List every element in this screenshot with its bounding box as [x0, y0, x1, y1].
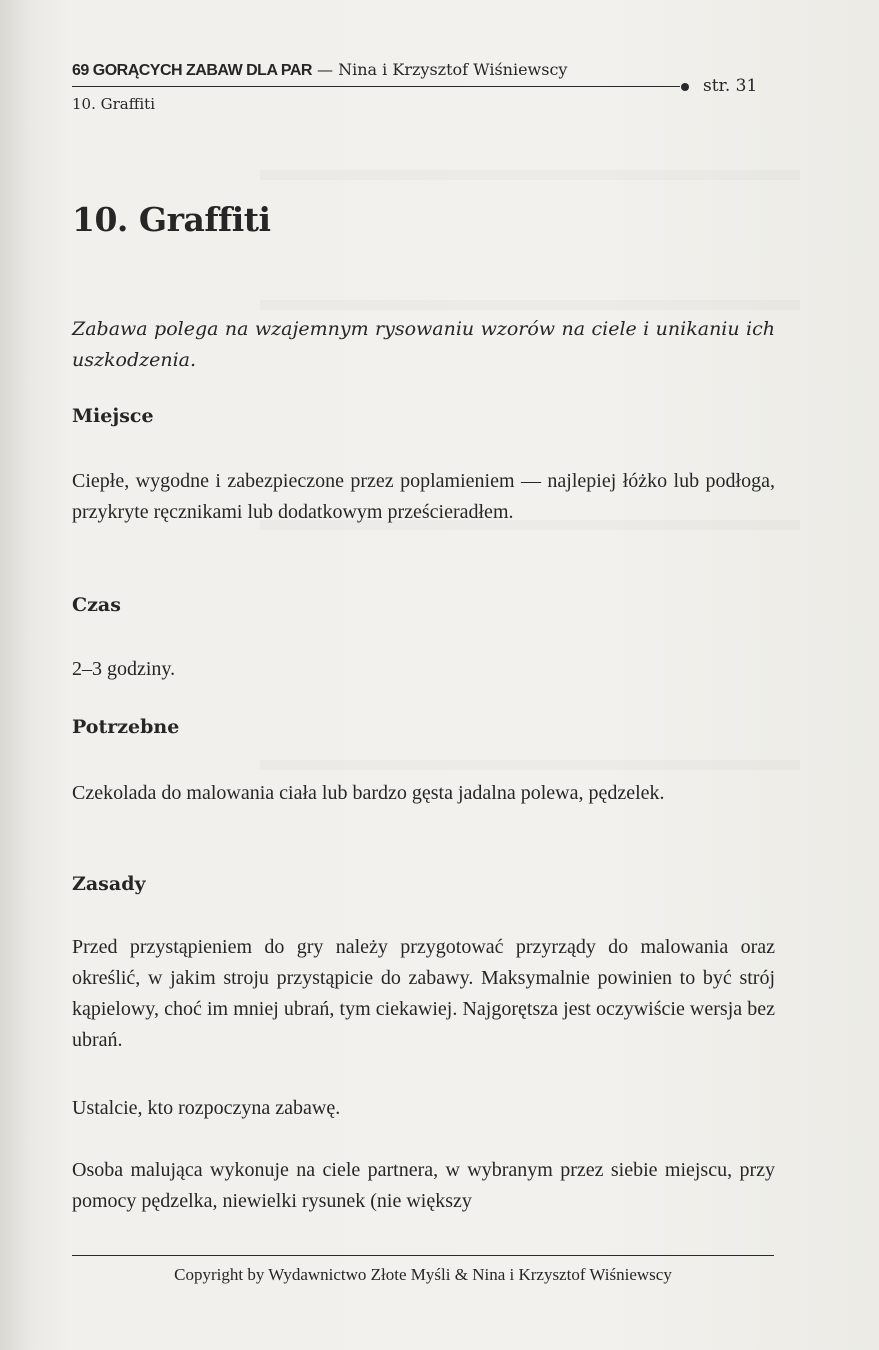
- header-chapter-ref: 10. Graffiti: [72, 95, 155, 113]
- show-through-shadow: [260, 300, 800, 310]
- footer-rule: [72, 1255, 774, 1256]
- footer-copyright: Copyright by Wydawnictwo Złote Myśli & Nina i Krzysztof Wiśniewscy: [174, 1265, 672, 1284]
- header-book-title: 69 GORĄCYCH ZABAW DLA PAR: [72, 62, 312, 79]
- section-text-zasady-2: Ustalcie, kto rozpoczyna zabawę.: [72, 1097, 341, 1119]
- section-heading-miejsce: Miejsce: [72, 405, 154, 427]
- header-rule: [72, 86, 680, 87]
- header-bullet-icon: [681, 83, 689, 91]
- section-text-potrzebne: Czekolada do malowania ciała lub bardzo gęsta jadalna polewa, pędzelek.: [72, 782, 665, 804]
- show-through-shadow: [260, 760, 800, 770]
- section-text-miejsce: Ciepłe, wygodne i zabezpieczone przez poplamieniem — najlepiej łóżko lub podłoga, przykryte ręcznikami lub dodatkowym prześcieradłem.: [72, 470, 775, 523]
- header-authors: Nina i Krzysztof Wiśniewscy: [338, 60, 568, 79]
- section-heading-zasady: Zasady: [72, 873, 146, 895]
- page-number: str. 31: [703, 76, 758, 96]
- show-through-shadow: [260, 170, 800, 180]
- chapter-title: 10. Graffiti: [72, 200, 271, 239]
- section-heading-potrzebne: Potrzebne: [72, 716, 180, 738]
- chapter-intro: Zabawa polega na wzajemnym rysowaniu wzorów na ciele i unikaniu ich uszkodzenia.: [72, 318, 775, 371]
- section-text-zasady-1: Przed przystąpieniem do gry należy przygotować przyrządy do malowania oraz określić, w jakim stroju przystąpicie do zabawy. Maksymalnie powinien to być strój kąpielowy, choć im mniej ubrań, tym ciekawiej. Najgorętsza jest oczywiście wersja bez ubrań.: [72, 936, 775, 1051]
- running-header: [72, 60, 567, 80]
- header-separator: —: [311, 60, 339, 79]
- section-heading-czas: Czas: [72, 594, 121, 616]
- section-text-zasady-3: Osoba malująca wykonuje na ciele partnera, w wybranym przez siebie miejscu, przy pomocy pędzelka, niewielki rysunek (nie większy: [72, 1159, 775, 1212]
- section-text-czas: 2–3 godziny.: [72, 658, 176, 680]
